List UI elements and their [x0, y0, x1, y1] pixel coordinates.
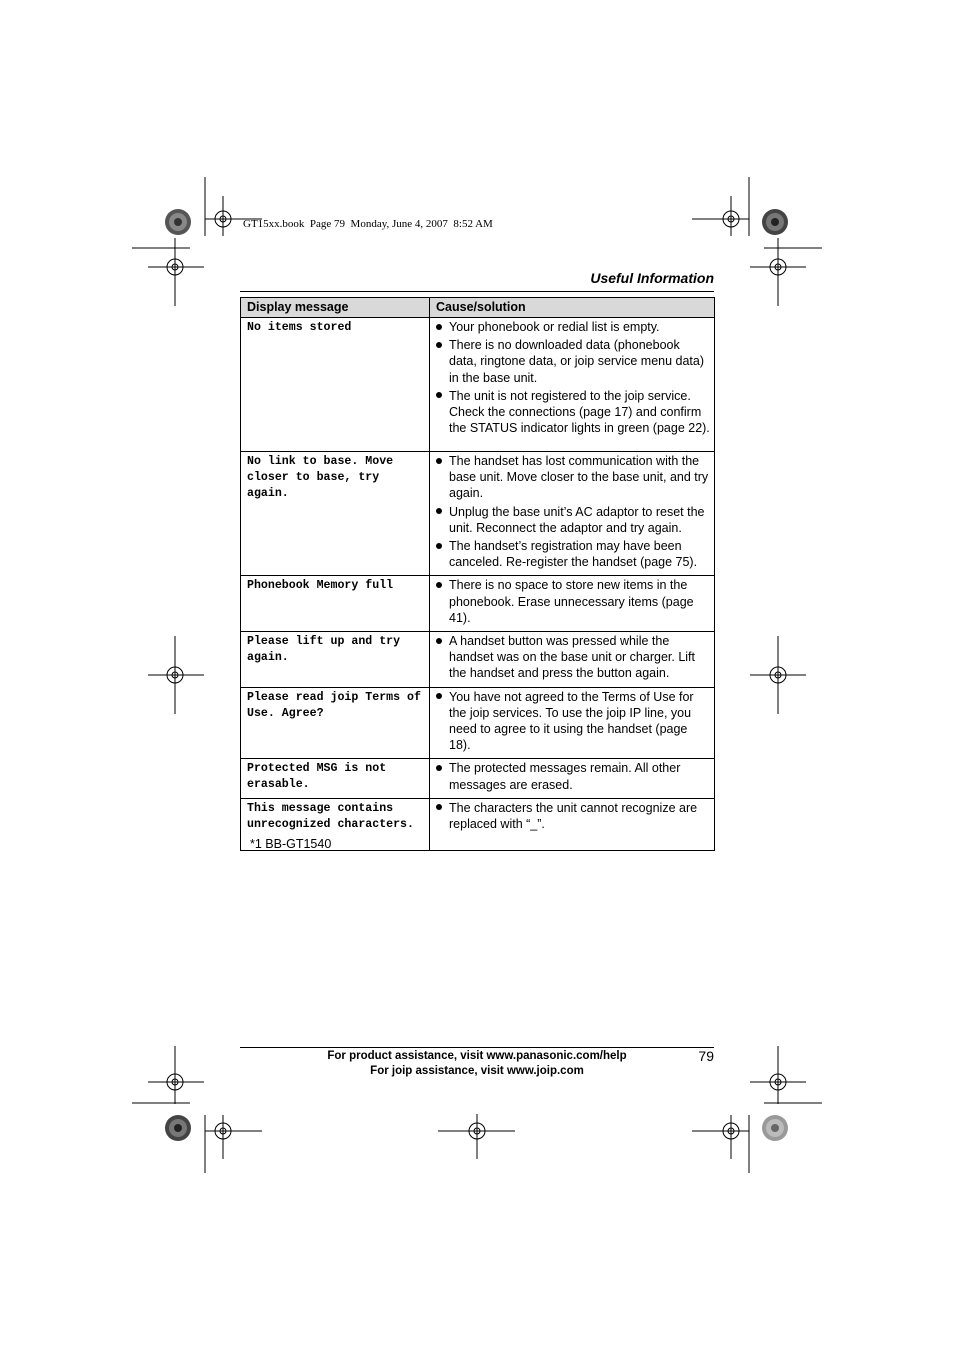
solution-bullet: Your phonebook or redial list is empty. — [436, 319, 710, 335]
cause-solution — [430, 452, 715, 576]
solution-bullet: The unit is not registered to the joip service. Check the connections (page 17) and confirm the STATUS indicator lights in green (page 22). — [436, 388, 710, 437]
cause-solution — [430, 632, 715, 688]
display-message-table — [240, 297, 715, 851]
display-message: No link to base. Move closer to base, try again. — [241, 452, 430, 576]
solution-bullet: The protected messages remain. All other messages are erased. — [436, 760, 710, 792]
cause-solution — [430, 687, 715, 759]
cause-solution — [430, 798, 715, 850]
table-row — [241, 759, 715, 798]
section-divider — [240, 291, 714, 292]
table-header-row — [241, 298, 715, 318]
display-message: No items stored — [241, 318, 430, 452]
column-header-display-message: Display message — [241, 298, 430, 318]
solution-bullet: A handset button was pressed while the handset was on the base unit or charger. Lift the handset and press the button again. — [436, 633, 710, 682]
section-title: Useful Information — [590, 270, 714, 286]
table-row — [241, 452, 715, 576]
footnote: *1 BB-GT1540 — [250, 837, 332, 851]
solution-bullet: There is no space to store new items in the phonebook. Erase unnecessary items (page 41). — [436, 577, 710, 626]
footer-joip-link: For joip assistance, visit www.joip.com — [370, 1065, 584, 1077]
footer-divider — [240, 1047, 714, 1048]
solution-bullet: Unplug the base unit’s AC adaptor to reset the unit. Reconnect the adaptor and try again. — [436, 504, 710, 536]
table-row — [241, 576, 715, 632]
display-message: Please read joip Terms of Use. Agree? — [241, 687, 430, 759]
cause-solution — [430, 576, 715, 632]
solution-bullet: The characters the unit cannot recognize are replaced with “_”. — [436, 800, 710, 832]
display-message: This message contains unrecognized characters. — [241, 798, 430, 850]
solution-bullet: You have not agreed to the Terms of Use for the joip services. To use the joip IP line, you need to agree to it using the handset (page 18). — [436, 689, 710, 754]
cause-solution — [430, 759, 715, 798]
table-row — [241, 687, 715, 759]
page-number: 79 — [698, 1048, 714, 1064]
printer-header: GT15xx.book Page 79 Monday, June 4, 2007 8:52 AM — [243, 218, 493, 230]
solution-bullet: The handset has lost communication with the base unit. Move closer to the base unit, and try again. — [436, 453, 710, 502]
footer-help-link: For product assistance, visit www.panasonic.com/help — [327, 1050, 627, 1062]
display-message: Please lift up and try again. — [241, 632, 430, 688]
solution-bullet: The handset’s registration may have been canceled. Re-register the handset (page 75). — [436, 538, 710, 570]
display-message: Phonebook Memory full — [241, 576, 430, 632]
table-row — [241, 632, 715, 688]
display-message: Protected MSG is not erasable. — [241, 759, 430, 798]
cause-solution — [430, 318, 715, 452]
solution-bullet: There is no downloaded data (phonebook data, ringtone data, or joip service menu data) in the base unit. — [436, 337, 710, 386]
column-header-cause-solution: Cause/solution — [430, 298, 715, 318]
table-row — [241, 318, 715, 452]
